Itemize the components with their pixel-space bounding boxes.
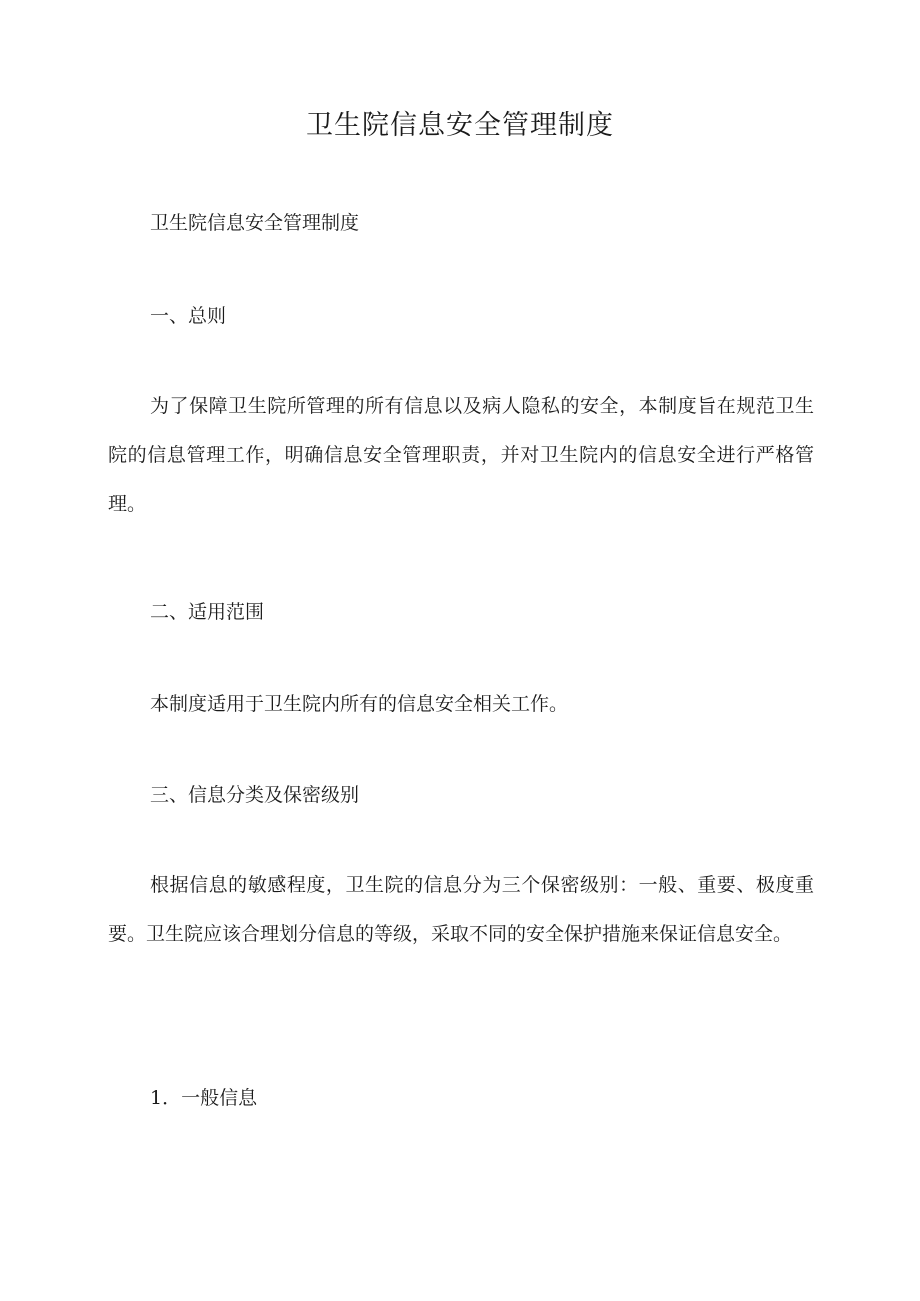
document-title: 卫生院信息安全管理制度 [306,110,614,141]
section-paragraph-general: 为了保障卫生院所管理的所有信息以及病人隐私的安全，本制度旨在规范卫生院的信息管理工作，明确信息安全管理职责，并对卫生院内的信息安全进行严格管理。 [108,395,814,515]
section-paragraph-classification: 根据信息的敏感程度，卫生院的信息分为三个保密级别：一般、重要、极度重要。卫生院应该合理划分信息的等级，采取不同的安全保护措施来保证信息安全。 [108,874,814,945]
section-heading-classification: 三、信息分类及保密级别 [150,784,360,806]
subheading-general-info: 1．一般信息 [150,1087,258,1109]
document-subtitle: 卫生院信息安全管理制度 [150,212,360,234]
section-heading-general: 一、总则 [150,305,227,327]
section-paragraph-scope: 本制度适用于卫生院内所有的信息安全相关工作。 [150,693,569,715]
section-heading-scope: 二、适用范围 [150,601,265,623]
